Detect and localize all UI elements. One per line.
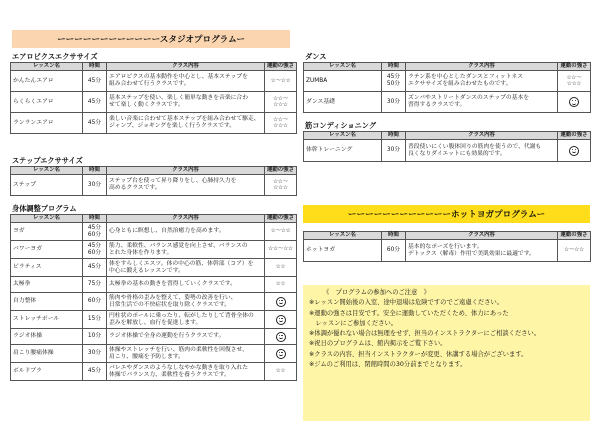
header-intensity: 運動の強さ [558,132,591,140]
table-header-row [11,215,297,223]
lesson-name: ホットヨガ [304,240,382,262]
header-content: クラス内容 [406,232,558,240]
lesson-time: 10分 [83,329,107,345]
lesson-intensity: ☆☆ [265,259,297,277]
header-lesson: レッスン名 [304,232,382,240]
table-row [11,175,297,196]
table-header-row [304,232,591,240]
table-row [11,345,297,363]
table-row [11,311,297,329]
smiley-icon [276,349,286,359]
lesson-time: 30分 [382,92,406,113]
step-section-title: ステップエクササイズ [12,156,83,165]
body-table [10,214,297,381]
lesson-content: 円柱状のポールに乗ったり、転がしたりして背骨全体の 歪みを解放し、血行を促進します。 [107,311,265,329]
header-time: 時間 [382,63,406,71]
lesson-intensity: ☆☆～☆☆ [265,241,297,259]
lesson-time: 45分 [83,92,107,113]
lesson-time: 30分 [83,345,107,363]
dance-table [303,62,591,113]
header-lesson: レッスン名 [11,215,83,223]
notes-box [303,285,590,421]
lesson-name: 自力整体 [11,293,83,311]
lesson-time: 60分 [382,240,406,262]
table-header-row [11,167,297,175]
smiley-icon [276,332,286,342]
lesson-time: 30分 [83,175,107,196]
header-time: 時間 [382,232,406,240]
lesson-time: 30分 [382,140,406,162]
table-row [11,329,297,345]
studio-program-title: ーーーーーーーーーーーースタジオプログラムー [57,35,245,45]
notes-line: ※レッスン開始後の入室、途中退場は危険ですのでご遠慮ください。 [309,299,504,307]
table-header-row [11,63,297,71]
lesson-time: 45分 [83,363,107,381]
lesson-intensity: ☆～☆☆ [265,223,297,241]
header-intensity: 運動の強さ [558,232,591,240]
table-row [11,241,297,259]
table-row [11,223,297,241]
header-content: クラス内容 [107,167,265,175]
lesson-intensity [265,311,297,329]
header-content: クラス内容 [406,63,558,71]
lesson-time: 15分 [83,311,107,329]
lesson-name: ステップ [11,175,83,196]
smiley-icon [569,97,579,107]
conditioning-table [303,131,591,162]
table-row [11,113,297,134]
header-time: 時間 [83,167,107,175]
lesson-content: 体をすらしくエスツ。体の中心の筋、体幹部（コア）を 中心に鍛えるレッスンです。 [107,259,265,277]
smiley-icon [276,315,286,325]
lesson-intensity: ☆☆～☆☆☆ [265,92,297,113]
header-time: 時間 [83,215,107,223]
table-header-row [304,132,591,140]
lesson-content: 筋肉や骨格の歪みを整えて、姿勢の改善を行い、 日常生活での不快症状を取り除くクラスです。 [107,293,265,311]
lesson-intensity [265,293,297,311]
lesson-name: らくらくエアロ [11,92,83,113]
lesson-name: ラジオ体操 [11,329,83,345]
table-row [304,71,591,92]
lesson-intensity: ☆～☆☆ [558,240,591,262]
table-row [304,92,591,113]
table-row [304,240,591,262]
table-row [11,363,297,381]
lesson-content: 基本ステップを使い、楽しく簡単な動きを音楽に合わ せて楽しく動くクラスです。 [107,92,265,113]
lesson-time: 45分 60分 [83,241,107,259]
lesson-intensity: ☆☆～ ☆☆☆ [558,71,591,92]
lesson-intensity: ☆☆ [265,363,297,381]
lesson-intensity: ☆～☆☆ [265,71,297,92]
table-row [11,277,297,293]
lesson-content: 楽しい音楽に合わせて基本ステップを組み合わせて駆走、 ジャンプ、ジョギングを楽しく行うクラスです。 [107,113,265,134]
table-row [11,71,297,92]
lesson-intensity [265,329,297,345]
aerobics-section-title: エアロビクスエクササイズ [12,52,98,61]
lesson-time: 45分 [83,259,107,277]
header-content: クラス内容 [406,132,558,140]
table-row [11,259,297,277]
header-intensity: 運動の強さ [265,215,297,223]
smiley-icon [569,146,579,156]
hot-yoga-title: ーーーーーーーーーーーーホットヨガプログラムー [347,210,546,220]
lesson-name: ZUMBA [304,71,382,92]
lesson-name: 太極拳 [11,277,83,293]
table-row [304,140,591,162]
lesson-intensity: ☆☆ [265,277,297,293]
header-lesson: レッスン名 [304,63,382,71]
notes-title: 《 プログラムの参加へのご注意 》 [323,289,430,296]
header-time: 時間 [382,132,406,140]
lesson-name: ヨガ [11,223,83,241]
header-content: クラス内容 [107,63,265,71]
lesson-content: バレエやダンスのようなしなやかな動きを取り入れた 体操でバランス力、柔軟性を養うクラスです。 [107,363,265,381]
lesson-time: 60分 [83,293,107,311]
notes-line: ※クラスの内容、担当インストラクターが変更、休講する場合がございます。 [309,350,528,358]
aerobics-table [10,62,297,134]
lesson-content: 普段使いにくい腹体回りの筋肉を使うので、代謝も 良くなりダイエットにも効果的です。 [406,140,558,162]
lesson-intensity: ☆☆～ ☆☆☆ [265,175,297,196]
lesson-name: 肩こり腰痛体操 [11,345,83,363]
conditioning-section-title: 筋コンディショニング [305,121,377,130]
lesson-time: 45分 50分 [382,71,406,92]
lesson-content: エアロビクスの基本動作を中心とし、基本ステップを 組み合わせて行うクラスです。 [107,71,265,92]
body-section-title: 身体調整プログラム [12,204,77,213]
lesson-content: 筋力、柔軟性、バランス感覚を向上させ、バランスの とれた身体を作ります。 [107,241,265,259]
studio-program-banner [12,30,290,48]
lesson-content: 心身ともに瞑想し、自然治癒力を高めます。 [107,223,265,241]
table-row [11,293,297,311]
table-row [11,92,297,113]
lesson-content: 基本的なポーズを行います。 デトックス（解毒）作用で美肌効果に最適です。 [406,240,558,262]
notes-line: ※運動の強さは目安です。安全に運動していただくため、体力にあった [309,309,509,317]
lesson-name: かんたんエアロ [11,71,83,92]
smiley-icon [276,297,286,307]
lesson-time: 45分 60分 [83,223,107,241]
header-lesson: レッスン名 [304,132,382,140]
notes-line: ※体調が優れない場合は無理をせず、担当のインストラクターにご相談ください。 [309,330,541,338]
header-lesson: レッスン名 [11,167,83,175]
lesson-content: ラテン系を中心としたダンスとフィットネス エクササイズを組み合わせたものです。 [406,71,558,92]
hot-yoga-banner [303,205,590,223]
header-intensity: 運動の強さ [265,167,297,175]
header-lesson: レッスン名 [11,63,83,71]
lesson-name: ランランエアロ [11,113,83,134]
header-intensity: 運動の強さ [265,63,297,71]
notes-line: ※祝日のプログラムは、館内掲示をご覧下さい。 [309,340,447,348]
lesson-intensity [265,345,297,363]
lesson-name: ストレッチポール [11,311,83,329]
lesson-name: ピラティス [11,259,83,277]
lesson-content: ズンバやストリートダンスのステップの基本を 習得するクラスです。 [406,92,558,113]
lesson-time: 45分 [83,71,107,92]
lesson-content: ステップ台を使って昇り降りをし、心肺持久力を 高めるクラスです。 [107,175,265,196]
table-header-row [304,63,591,71]
lesson-intensity [558,140,591,162]
notes-line: ※ジムのご利用は、閉館時間の30分前までとなります。 [309,361,467,369]
lesson-content: ラジオ体操で全身の運動を行うクラスです。 [107,329,265,345]
lesson-intensity: ☆☆～ ☆☆☆ [265,113,297,134]
hot-yoga-table [303,231,591,262]
header-content: クラス内容 [107,215,265,223]
header-time: 時間 [83,63,107,71]
lesson-content: 太極拳の基本の動きを習得していくクラスです。 [107,277,265,293]
lesson-intensity [558,92,591,113]
dance-section-title: ダンス [305,52,327,61]
lesson-name: パワーヨガ [11,241,83,259]
lesson-time: 75分 [83,277,107,293]
step-table [10,166,297,196]
lesson-content: 体操やストレッチを行い、筋肉の柔軟性を回復させ、 肩こり、腰痛を予防します。 [107,345,265,363]
header-intensity: 運動の強さ [558,63,591,71]
lesson-name: 体幹トレーニング [304,140,382,162]
lesson-name: ボルドブラ [11,363,83,381]
notes-line: レッスンにご参加ください。 [309,319,398,327]
lesson-name: ダンス基礎 [304,92,382,113]
lesson-time: 45分 [83,113,107,134]
